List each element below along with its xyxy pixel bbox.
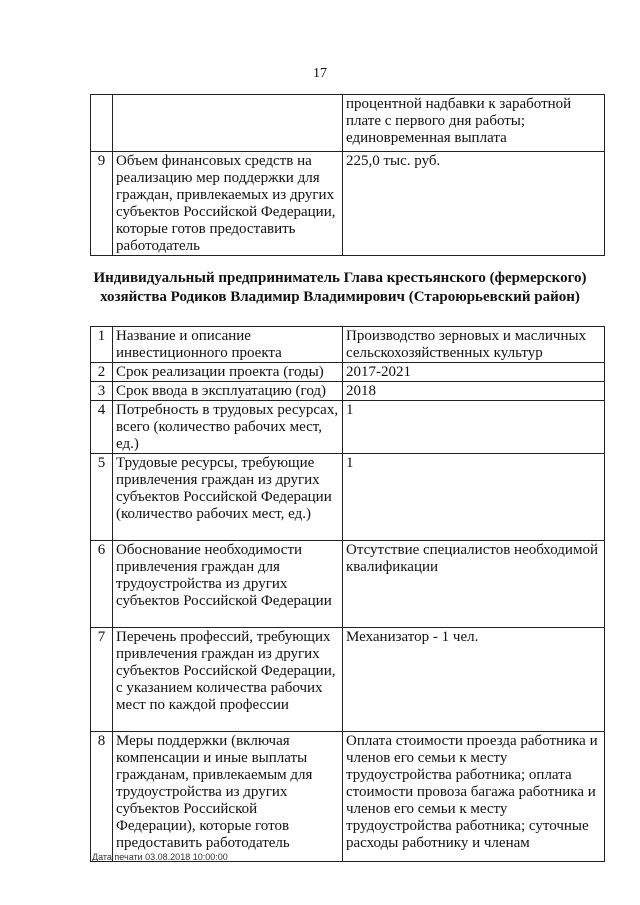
row-value-cell: Оплата стоимости проезда работника и членов его семьи к месту трудоустройства работника; оплата стоимости провоза багажа работника и членов его семьи к месту трудоустройства работника; суточные расходы работнику и членам [343,732,605,862]
row-value-cell: 1 [343,401,605,454]
row-name-cell: Обоснование необходимости привлечения граждан для трудоустройства из других субъектов Российской Федерации [113,541,343,628]
table-row [91,152,605,256]
investment-project-table [90,326,605,862]
table-row [91,732,605,862]
row-name-cell: Название и описание инвестиционного проекта [113,327,343,363]
row-number-cell: 4 [91,401,113,454]
table-row [91,454,605,541]
row-value-cell: 225,0 тыс. руб. [343,152,605,256]
row-number-cell: 2 [91,363,113,382]
row-number-cell: 7 [91,628,113,732]
row-name-cell: Срок реализации проекта (годы) [113,363,343,382]
row-name-cell: Трудовые ресурсы, требующие привлечения граждан из других субъектов Российской Федерации (количество рабочих мест, ед.) [113,454,343,541]
row-number-cell: 6 [91,541,113,628]
row-value-cell: 2018 [343,382,605,401]
row-name-cell: Срок ввода в эксплуатацию (год) [113,382,343,401]
row-value-cell: Производство зерновых и масличных сельскохозяйственных культур [343,327,605,363]
table-row [91,95,605,152]
row-name-cell [113,95,343,152]
table-row [91,382,605,401]
row-value-cell: процентной надбавки к заработной плате с первого дня работы; единовременная выплата [343,95,605,152]
row-name-cell: Объем финансовых средств на реализацию мер поддержки для граждан, привлекаемых из других субъектов Российской Федерации, которые готов предоставить работодатель [113,152,343,256]
row-value-cell: Механизатор - 1 чел. [343,628,605,732]
row-number-cell: 3 [91,382,113,401]
row-value-cell: Отсутствие специалистов необходимой квалификации [343,541,605,628]
row-number-cell [91,95,113,152]
row-value-cell: 1 [343,454,605,541]
row-name-cell: Меры поддержки (включая компенсации и иные выплаты гражданам, привлекаемым для трудоустройства из других субъектов Российской Федерации), которые готов предоставить работодатель [113,732,343,862]
continuation-table [90,94,605,256]
row-value-cell: 2017-2021 [343,363,605,382]
row-number-cell: 8 [91,732,113,862]
row-name-cell: Потребность в трудовых ресурсах, всего (количество рабочих мест, ед.) [113,401,343,454]
row-number-cell: 5 [91,454,113,541]
table-row [91,628,605,732]
table-row [91,363,605,382]
row-number-cell: 9 [91,152,113,256]
table-row [91,541,605,628]
print-date: Дата печати 03.08.2018 10:00:00 [92,852,228,862]
table-row [91,401,605,454]
row-number-cell: 1 [91,327,113,363]
section-title: Индивидуальный предприниматель Глава крестьянского (фермерского) хозяйства Родиков Владимир Владимирович (Староюрьевский район) [93,270,587,305]
table-row [91,327,605,363]
page-number: 17 [313,66,327,81]
row-name-cell: Перечень профессий, требующих привлечения граждан из других субъектов Российской Федерации, с указанием количества рабочих мест по каждой профессии [113,628,343,732]
